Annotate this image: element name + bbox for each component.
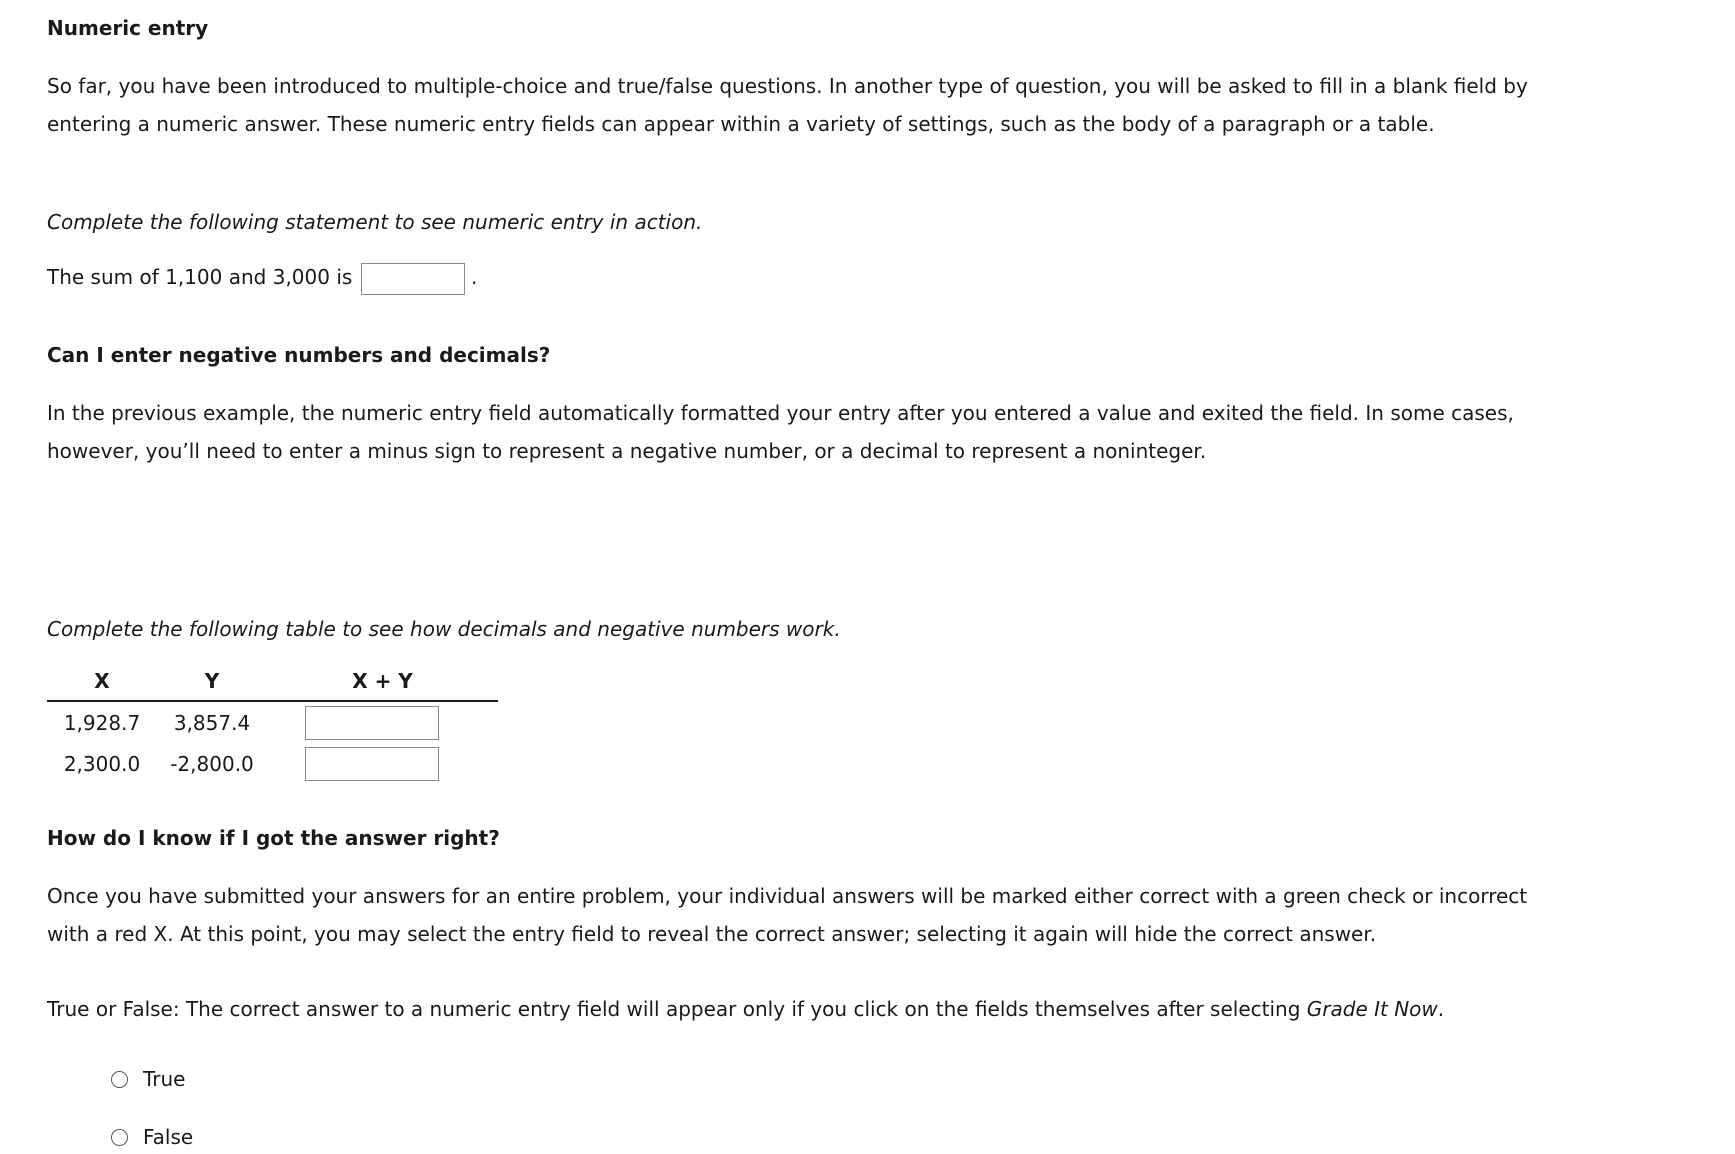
column-header-y: Y <box>157 662 267 701</box>
statement-instruction: Complete the following statement to see numeric entry in action. <box>47 210 703 234</box>
section-heading-answer-right: How do I know if I got the answer right? <box>47 826 500 850</box>
option-true-label: True <box>143 1067 186 1091</box>
column-header-x: X <box>47 662 157 701</box>
section-heading-negatives-decimals: Can I enter negative numbers and decimals? <box>47 343 551 367</box>
statement-prefix: The sum of 1,100 and 3,000 is <box>47 265 353 289</box>
question-prefix: True or False: The correct answer to a numeric entry field will appear only if you click on the fields themselves after selecting <box>47 997 1307 1021</box>
negatives-paragraph: In the previous example, the numeric entry field automatically formatted your entry after you entered a value and exited the field. In some cases, however, you’ll need to enter a minus sign to represent a negative number, or a decimal to represent a noninteger. <box>47 401 1514 463</box>
radio-true[interactable] <box>111 1071 128 1088</box>
radio-false[interactable] <box>111 1129 128 1146</box>
cell-sum <box>267 743 498 784</box>
table-header-row <box>47 662 498 701</box>
sum-table <box>47 662 498 784</box>
statement-suffix: . <box>471 265 478 289</box>
cell-x: 1,928.7 <box>63 710 141 735</box>
table-row <box>47 701 498 743</box>
column-header-sum: X + Y <box>267 662 498 701</box>
row1-sum-input[interactable] <box>305 706 439 740</box>
table-instruction: Complete the following table to see how decimals and negative numbers work. <box>47 617 841 641</box>
question-suffix: . <box>1437 997 1445 1021</box>
grade-it-now-emphasis: Grade It Now <box>1306 997 1438 1021</box>
cell-y: 3,857.4 <box>173 710 251 735</box>
row2-sum-input[interactable] <box>305 747 439 781</box>
table-row <box>47 743 498 784</box>
cell-y: -2,800.0 <box>170 751 254 776</box>
true-false-question <box>47 990 1547 1028</box>
grading-paragraph: Once you have submitted your answers for an entire problem, your individual answers will be marked either correct with a green check or incorrect with a red X. At this point, you may select the entry field to reveal the correct answer; selecting it again will hide the correct answer. <box>47 884 1528 946</box>
option-true[interactable] <box>111 1067 185 1091</box>
option-false[interactable] <box>111 1125 193 1149</box>
intro-paragraph: So far, you have been introduced to multiple-choice and true/false questions. In another type of question, you will be asked to fill in a blank field by entering a numeric answer. These numeric entry fields can appear within a variety of settings, such as the body of a paragraph or a table. <box>47 74 1528 136</box>
option-false-label: False <box>143 1125 194 1149</box>
sum-statement <box>47 259 1547 295</box>
section-heading-numeric-entry: Numeric entry <box>47 16 209 40</box>
cell-sum <box>267 701 498 743</box>
cell-x: 2,300.0 <box>63 751 141 776</box>
sum-answer-input[interactable] <box>361 263 465 295</box>
